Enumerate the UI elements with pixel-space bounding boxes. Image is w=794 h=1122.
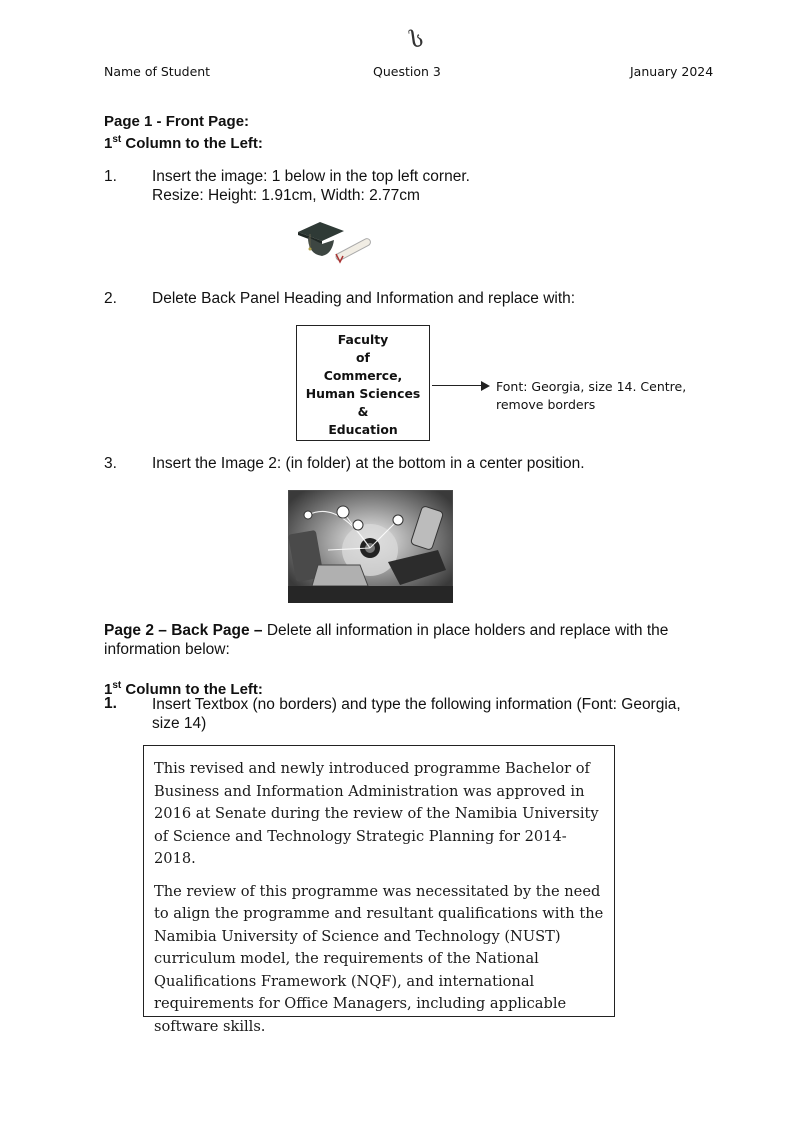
page1-column-heading: 1st Column to the Left: xyxy=(104,134,263,152)
technology-network-image xyxy=(288,490,453,603)
font-instruction-note: Font: Georgia, size 14. Centre, remove borders xyxy=(496,379,687,412)
graduation-cap-diploma-icon xyxy=(296,218,378,270)
handwritten-mark: ს xyxy=(408,27,426,54)
item-3-number: 3. xyxy=(104,455,117,472)
paragraph-2: The review of this programme was necessitated by the need to align the programme and resultant qualifications with the Namibia University of Science and Technology (NUST) curriculum model, the requirements of the National Qualifications Framework (NQF), and international requirements for Office Managers, including applicable software skills. xyxy=(154,882,604,1035)
arrow-line xyxy=(432,385,482,386)
page1-title: Page 1 - Front Page: xyxy=(104,113,250,130)
programme-textbox xyxy=(143,745,615,1035)
page2-item-1-number: 1. xyxy=(104,695,117,712)
item-2-number: 2. xyxy=(104,290,117,307)
item-2-text: Delete Back Panel Heading and Information and replace with: xyxy=(152,290,576,307)
date-label: January 2024 xyxy=(630,64,714,79)
arrow-head-icon xyxy=(481,381,490,391)
item-1-text: Insert the image: 1 below in the top left corner. Resize: Height: 1.91cm, Width: 2.77cm xyxy=(152,168,470,204)
faculty-box: Faculty of Commerce, Human Sciences & Education xyxy=(296,325,430,441)
page2-heading: Page 2 – Back Page – Delete all information in place holders and replace with the information below: xyxy=(104,622,669,658)
item-3-text: Insert the Image 2: (in folder) at the bottom in a center position. xyxy=(152,455,585,472)
student-name-label: Name of Student xyxy=(104,64,211,79)
question-label: Question 3 xyxy=(373,64,441,79)
page2-column-heading: 1st Column to the Left: xyxy=(104,680,263,698)
item-1-number: 1. xyxy=(104,168,117,185)
page2-item-1-text: Insert Textbox (no borders) and type the following information (Font: Georgia, size 14) xyxy=(152,696,681,732)
paragraph-1: This revised and newly introduced programme Bachelor of Business and Information Administration was approved in 2016 at Senate during the review of the Namibia University of Science and Technology Strategic Planning for 2014-2018. xyxy=(154,760,599,867)
